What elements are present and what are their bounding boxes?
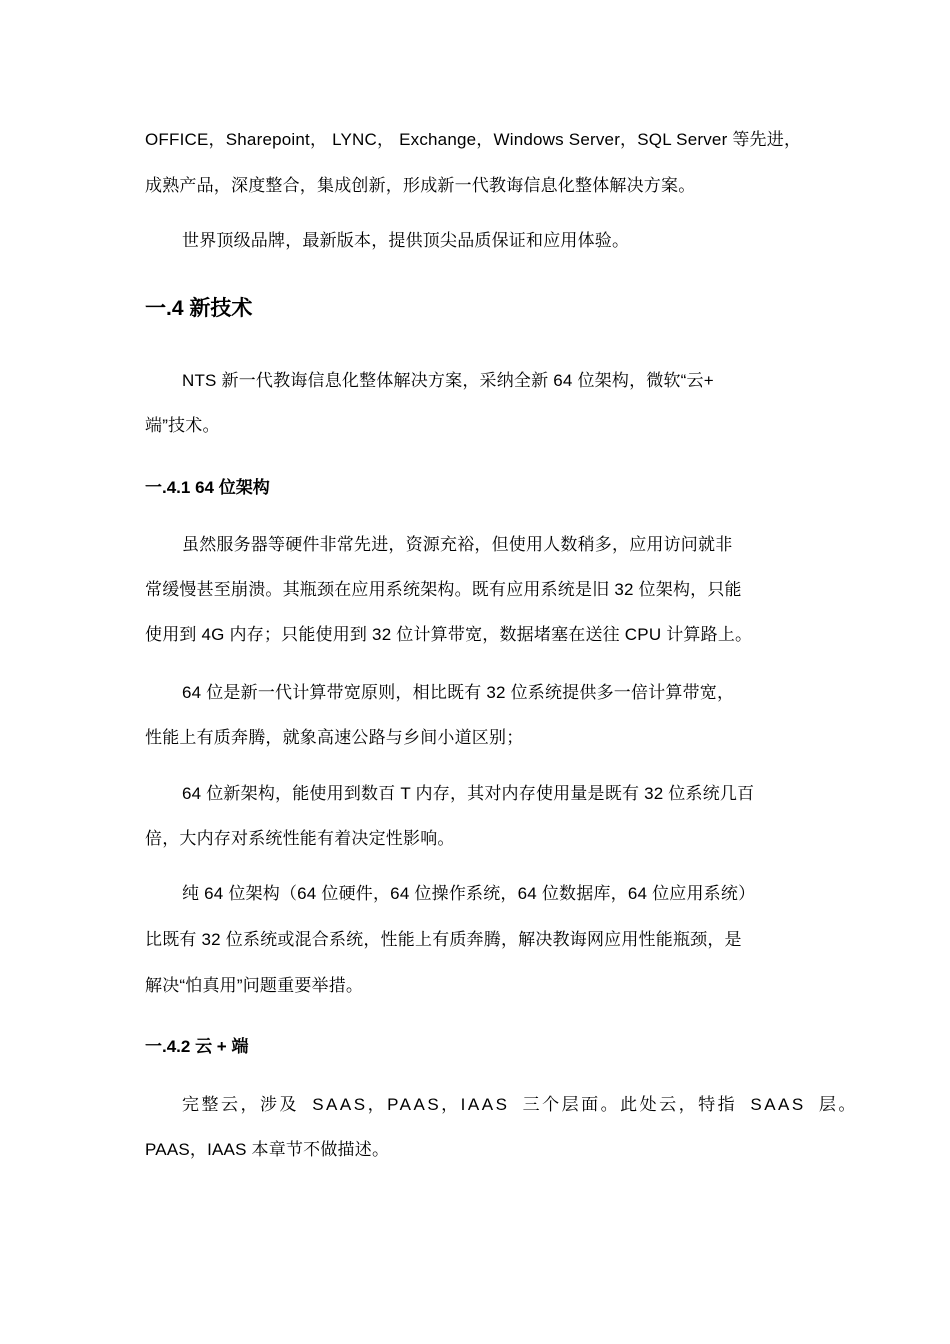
paragraph-line: 端”技术。 <box>145 416 220 435</box>
paragraph-line: 倍，大内存对系统性能有着决定性影响。 <box>145 829 455 848</box>
paragraph-line: 世界顶级品牌，最新版本，提供顶尖品质保证和应用体验。 <box>182 231 630 250</box>
subsection-heading: 一.4.2 云 + 端 <box>145 1037 249 1056</box>
paragraph-line: 成熟产品，深度整合，集成创新，形成新一代教诲信息化整体解决方案。 <box>145 176 696 195</box>
paragraph-line: 解决“怕真用”问题重要举措。 <box>145 976 364 995</box>
paragraph-line: 常缓慢甚至崩溃。其瓶颈在应用系统架构。既有应用系统是旧 32 位架构，只能 <box>145 580 742 599</box>
paragraph-line: 使用到 4G 内存；只能使用到 32 位计算带宽，数据堵塞在送往 CPU 计算路上。 <box>145 625 753 644</box>
paragraph-line: OFFICE，Sharepoint， LYNC， Exchange，Windows Server，SQL Server 等先进， <box>145 130 802 149</box>
paragraph-line: 虽然服务器等硬件非常先进，资源充裕，但使用人数稍多，应用访问就非 <box>182 535 733 554</box>
paragraph-line: PAAS，IAAS 本章节不做描述。 <box>145 1140 390 1159</box>
paragraph-line: 完整云，涉及 SAAS，PAAS，IAAS 三个层面。此处云，特指 SAAS 层。 <box>182 1095 858 1114</box>
paragraph-line: 性能上有质奔腾，就象高速公路与乡间小道区别； <box>145 728 524 747</box>
paragraph-line: 比既有 32 位系统或混合系统，性能上有质奔腾，解决教诲网应用性能瓶颈，是 <box>145 930 742 949</box>
paragraph-line: 纯 64 位架构（64 位硬件，64 位操作系统，64 位数据库，64 位应用系统） <box>182 884 756 903</box>
paragraph-line: 64 位新架构，能使用到数百 T 内存，其对内存使用量是既有 32 位系统几百 <box>182 784 755 803</box>
subsection-heading: 一.4.1 64 位架构 <box>145 478 270 497</box>
paragraph-line: 64 位是新一代计算带宽原则，相比既有 32 位系统提供多一倍计算带宽， <box>182 683 735 702</box>
section-heading: 一.4 新技术 <box>145 297 253 320</box>
paragraph-line: NTS 新一代教诲信息化整体解决方案，采纳全新 64 位架构，微软“云+ <box>182 371 714 390</box>
